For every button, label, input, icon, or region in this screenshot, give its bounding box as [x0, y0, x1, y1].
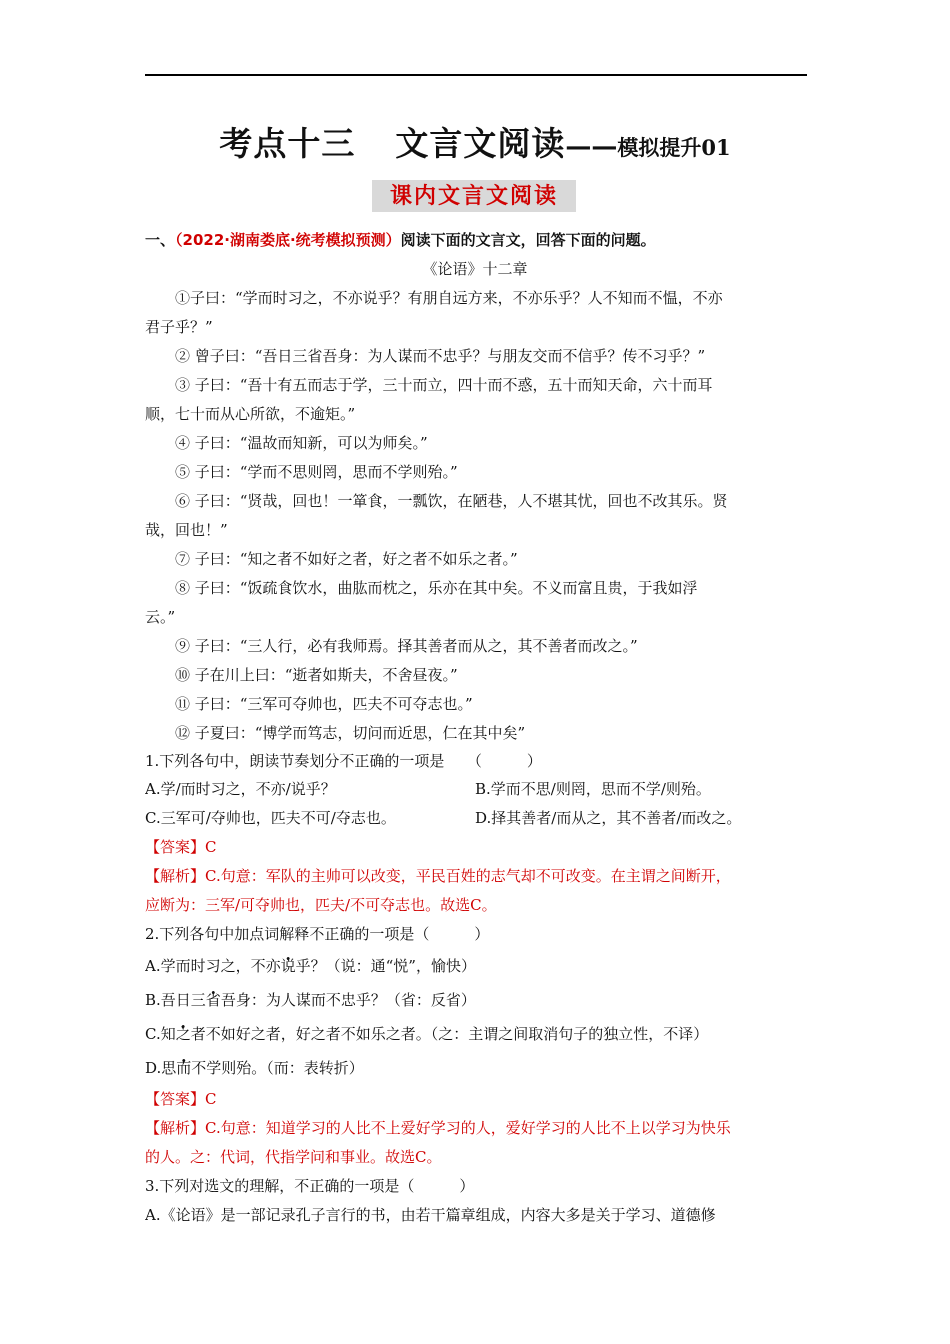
q1-options-row: [145, 775, 805, 804]
passage-line: 云。”: [145, 608, 176, 626]
option-text: A.学而时习之，不亦: [145, 957, 281, 975]
title-main-left: 考点十三: [219, 124, 356, 163]
passage-line: 哉，回也！”: [145, 521, 228, 539]
q1-answer: [145, 833, 805, 862]
option-text: 者不如好之者，好之者不如乐之者。（之：主谓之间取消句子的独立性，不译）: [190, 1025, 709, 1043]
question-source: （2022·湖南娄底·统考模拟预测）: [175, 231, 401, 249]
q1-analysis-cont: 应断为：三军/可夺帅也，匹夫/不可夺志也。故选C。: [145, 896, 497, 914]
passage-line: ⑧ 子曰：“饭疏食饮水，曲肱而枕之，乐亦在其中矣。不义而富且贵，于我如浮: [175, 579, 698, 597]
passage-line: ⑤ 子曰：“学而不思则罔，思而不学则殆。”: [175, 463, 458, 481]
analysis-text: C.句意：军队的主帅可以改变，平民百姓的志气却不可改变。在主谓之间断开，: [205, 867, 731, 885]
answer-value: C: [205, 838, 217, 856]
analysis-text: C.句意：知道学习的人比不上爱好学习的人，爱好学习的人比不上以学习为快乐: [205, 1119, 731, 1137]
title-sub: 模拟提升01: [617, 135, 731, 160]
passage-line: 君子乎？”: [145, 318, 213, 336]
passage-line: ⑨ 子曰：“三人行，必有我师焉。择其善者而从之，其不善者而改之。”: [175, 637, 638, 655]
dotted-word: 省: [205, 991, 221, 1009]
q1-option-a: A.学/而时习之，不亦/说乎？: [145, 780, 336, 798]
q3-option-a: A.《论语》是一部记录孔子言行的书，由若干篇章组成，内容大多是关于学习、道德修: [145, 1206, 716, 1224]
q1-option-b: B.学而不思/则罔，思而不学/则殆。: [475, 780, 711, 798]
q2-option-d: [145, 1051, 805, 1085]
q2-analysis-cont: 的人。之：代词，代指学问和事业。故选C。: [145, 1148, 442, 1166]
dotted-word: 说: [280, 957, 296, 975]
title-main-right: 文言文阅读: [395, 124, 566, 163]
question-instruction: 阅读下面的文言文，回答下面的问题。: [400, 231, 656, 249]
q1-option-d: D.择其善者/而从之，其不善者/而改之。: [475, 809, 742, 827]
passage-line: ④ 子曰：“温故而知新，可以为师矣。”: [175, 434, 428, 452]
analysis-label: 【解析】: [145, 1119, 206, 1137]
q2-option-c: [145, 1017, 805, 1051]
q2-analysis: [145, 1114, 805, 1143]
document-body: [145, 226, 805, 1230]
option-text: D.思: [145, 1059, 177, 1077]
passage-line: ⑦ 子曰：“知之者不如好之者，好之者不如乐之者。”: [175, 550, 518, 568]
q1-analysis: [145, 862, 805, 891]
page-title: [0, 118, 950, 165]
q2-stem: 2.下列各句中加点词解释不正确的一项是（ ）: [145, 925, 490, 943]
passage-title: 《论语》十二章: [422, 260, 528, 278]
dotted-word: 之: [175, 1025, 191, 1043]
option-text: B.吾日三: [145, 991, 206, 1009]
dotted-word: 而: [176, 1059, 192, 1077]
answer-label: 【答案】: [145, 838, 206, 856]
q3-stem: 3.下列对选文的理解，不正确的一项是（ ）: [145, 1177, 475, 1195]
passage-line: ⑪ 子曰：“三军可夺帅也，匹夫不可夺志也。”: [175, 695, 473, 713]
header-rule: [145, 74, 807, 76]
passage-line: ⑫ 子夏曰：“博学而笃志，切问而近思，仁在其中矣”: [175, 724, 526, 742]
q2-option-b: [145, 983, 805, 1017]
q2-option-a: [145, 949, 805, 983]
section-number: 一、: [145, 231, 176, 249]
q1-option-c: C.三军可/夺帅也，匹夫不可/夺志也。: [145, 809, 396, 827]
passage-line: ⑥ 子曰：“贤哉，回也！一箪食，一瓢饮，在陋巷，人不堪其忧，回也不改其乐。贤: [175, 492, 728, 510]
option-text: 乎？（说：通“悦”，愉快）: [295, 957, 476, 975]
q1-stem: 1.下列各句中，朗读节奏划分不正确的一项是 （ ）: [145, 752, 542, 770]
section-banner: 课内文言文阅读: [389, 183, 558, 209]
option-text: C.知: [145, 1025, 176, 1043]
title-dash: ——: [565, 132, 618, 162]
q1-options-row: [145, 804, 805, 833]
passage-line: ⑩ 子在川上曰：“逝者如斯夫，不舍昼夜。”: [175, 666, 458, 684]
option-text: 吾身：为人谋而不忠乎？（省：反省）: [220, 991, 476, 1009]
option-text: 不学则殆。（而：表转折）: [191, 1059, 364, 1077]
passage-line: 顺，七十而从心所欲，不逾矩。”: [145, 405, 356, 423]
q2-answer: [145, 1085, 805, 1114]
passage-line: ② 曾子曰：“吾日三省吾身：为人谋而不忠乎？与朋友交而不信乎？传不习乎？”: [175, 347, 706, 365]
question-header: [145, 226, 805, 255]
answer-label: 【答案】: [145, 1090, 206, 1108]
analysis-label: 【解析】: [145, 867, 206, 885]
passage-line: ①子曰：“学而时习之，不亦说乎？有朋自远方来，不亦乐乎？人不知而不愠，不亦: [175, 289, 723, 307]
passage-line: ③ 子曰：“吾十有五而志于学，三十而立，四十而不惑，五十而知天命，六十而耳: [175, 376, 713, 394]
answer-value: C: [205, 1090, 217, 1108]
